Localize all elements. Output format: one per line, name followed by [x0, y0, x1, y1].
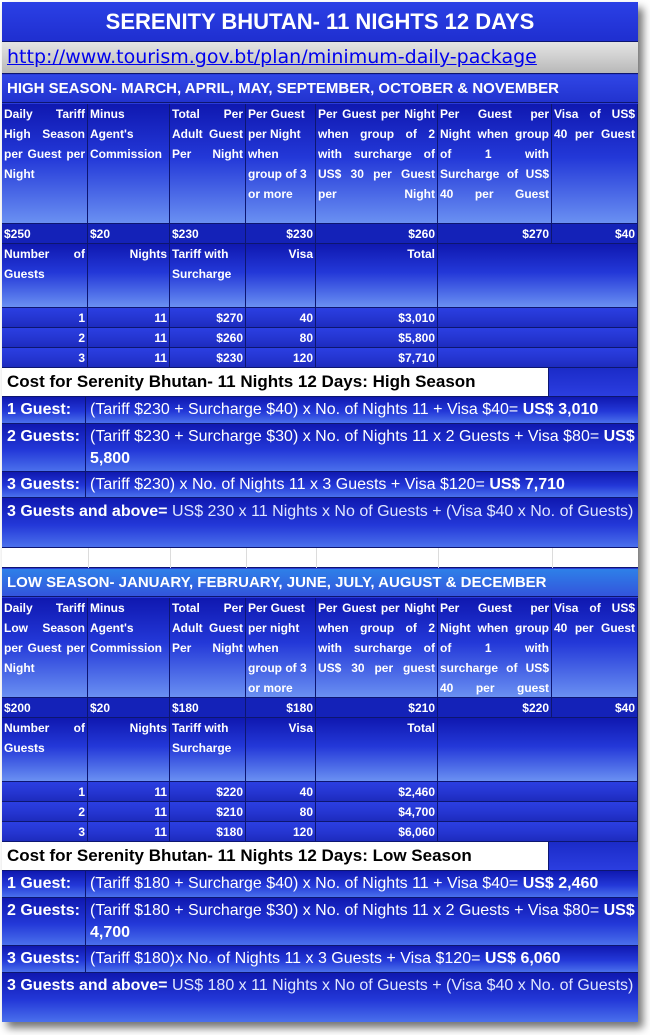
guests-count: 3	[2, 822, 88, 842]
cost-line-above	[2, 498, 638, 548]
visa: 80	[246, 328, 316, 348]
empty-cell	[438, 348, 638, 368]
nights: 11	[88, 822, 170, 842]
tariff-surcharge: $270	[170, 308, 246, 328]
tourism-link[interactable]: http://www.tourism.gov.bt/plan/minimum-daily-package	[7, 46, 537, 68]
cost-line-text: (Tariff $230) x No. of Nights 11 x 3 Guests + Visa $120=	[90, 476, 490, 493]
cost-line-total: US$ 4,700	[90, 902, 635, 941]
total: $3,010	[316, 308, 438, 328]
empty-cell	[438, 244, 638, 308]
guest-header: Total	[316, 244, 438, 308]
table-row	[2, 822, 638, 842]
cost-line	[2, 946, 638, 973]
tariff-value: $260	[316, 224, 438, 244]
cost-line-text: (Tariff $180 + Surcharge $30) x No. of Nights 11 x 2 Guests + Visa $80=	[90, 902, 604, 919]
low-season-heading: LOW SEASON- JANUARY, FEBRUARY, JUNE, JULY, AUGUST & DECEMBER	[2, 569, 638, 597]
tariff-surcharge: $210	[170, 802, 246, 822]
low-tariff-header: Minus Agent's Commission	[88, 598, 170, 698]
visa: 120	[246, 822, 316, 842]
guest-header: Tariff with Surcharge	[170, 244, 246, 308]
low-guest-header-row	[2, 718, 638, 782]
guest-header: Number of Guests	[2, 718, 88, 782]
guests-count: 2	[2, 328, 88, 348]
tariff-value: $40	[552, 224, 638, 244]
tariff-value: $210	[316, 698, 438, 718]
empty-cell	[438, 328, 638, 348]
total: $7,710	[316, 348, 438, 368]
tariff-surcharge: $260	[170, 328, 246, 348]
tariff-surcharge: $230	[170, 348, 246, 368]
cost-line-label: 1 Guest:	[2, 871, 86, 897]
visa: 80	[246, 802, 316, 822]
cost-line-text: (Tariff $230 + Surcharge $30) x No. of Nights 11 x 2 Guests + Visa $80=	[90, 428, 604, 445]
tariff-value: $20	[88, 224, 170, 244]
low-tariff-header: Per Guest per Night when group of 1 with surcharge of US$ 40 per guest	[438, 598, 552, 698]
visa: 40	[246, 782, 316, 802]
cost-line	[2, 424, 638, 472]
low-tariff-value-row	[2, 698, 638, 718]
cost-line	[2, 472, 638, 498]
spacer-row	[2, 548, 638, 568]
high-guest-header-row	[2, 244, 638, 308]
price-sheet	[2, 2, 638, 1022]
tariff-value: $40	[552, 698, 638, 718]
tariff-value: $180	[246, 698, 316, 718]
high-tariff-header: Minus Agent's Commission	[88, 104, 170, 224]
page-title: SERENITY BHUTAN- 11 NIGHTS 12 DAYS	[2, 2, 638, 42]
tariff-value: $250	[2, 224, 88, 244]
visa: 120	[246, 348, 316, 368]
nights: 11	[88, 308, 170, 328]
cost-line-text: US$ 180 x 11 Nights x No of Guests + (Visa $40 x No. of Guests)	[167, 977, 634, 994]
cost-line-label: 2 Guests:	[2, 898, 86, 945]
cost-line-label: 3 Guests:	[2, 946, 86, 972]
high-tariff-header: Visa of US$ 40 per Guest	[552, 104, 638, 224]
empty-cell	[438, 802, 638, 822]
table-row	[2, 308, 638, 328]
tariff-surcharge: $180	[170, 822, 246, 842]
high-season-heading: HIGH SEASON- MARCH, APRIL, MAY, SEPTEMBER, OCTOBER & NOVEMBER	[2, 75, 638, 103]
guest-header: Visa	[246, 718, 316, 782]
high-cost-heading-row	[2, 368, 638, 397]
nights: 11	[88, 782, 170, 802]
high-tariff-value-row	[2, 224, 638, 244]
cost-line	[2, 397, 638, 424]
guest-header: Number of Guests	[2, 244, 88, 308]
guests-count: 2	[2, 802, 88, 822]
empty-cell	[438, 308, 638, 328]
cost-line	[2, 871, 638, 898]
cost-line-label: 3 Guests:	[2, 472, 86, 497]
high-tariff-header: Total Per Adult Guest Per Night	[170, 104, 246, 224]
high-tariff-header: Per Guest per Night when group of 2 with surcharge of US$ 30 per Guest per Night	[316, 104, 438, 224]
low-cost-heading-row	[2, 842, 638, 871]
low-tariff-header: Total Per Adult Guest Per Night	[170, 598, 246, 698]
total: $6,060	[316, 822, 438, 842]
low-cost-heading: Cost for Serenity Bhutan- 11 Nights 12 Days: Low Season	[2, 842, 549, 870]
guest-header: Nights	[88, 718, 170, 782]
guest-header: Nights	[88, 244, 170, 308]
cost-line-total: US$ 6,060	[484, 950, 561, 967]
guests-count: 1	[2, 782, 88, 802]
url-bar	[2, 42, 638, 74]
table-row	[2, 802, 638, 822]
cost-line	[2, 898, 638, 946]
tariff-surcharge: $220	[170, 782, 246, 802]
low-tariff-header: Per Guest per Night when group of 2 with surcharge of US$ 30 per guest	[316, 598, 438, 698]
guest-header: Tariff with Surcharge	[170, 718, 246, 782]
tariff-value: $220	[438, 698, 552, 718]
low-tariff-header: Per Guest per night when group of 3 or more	[246, 598, 316, 698]
tariff-value: $200	[2, 698, 88, 718]
table-row	[2, 328, 638, 348]
total: $2,460	[316, 782, 438, 802]
tariff-value: $230	[246, 224, 316, 244]
cost-line-total: US$ 2,460	[522, 875, 599, 892]
cost-line-label: 3 Guests and above=	[7, 503, 168, 520]
tariff-value: $180	[170, 698, 246, 718]
nights: 11	[88, 802, 170, 822]
cost-line-text: (Tariff $180 + Surcharge $40) x No. of Nights 11 + Visa $40=	[90, 875, 523, 892]
low-tariff-header-row	[2, 598, 638, 698]
cost-line-above	[2, 973, 638, 1022]
total: $5,800	[316, 328, 438, 348]
cost-line-text: US$ 230 x 11 Nights x No of Guests + (Visa $40 x No. of Guests)	[167, 503, 634, 520]
nights: 11	[88, 328, 170, 348]
cost-line-text: (Tariff $230 + Surcharge $40) x No. of Nights 11 + Visa $40=	[90, 401, 523, 418]
high-tariff-header: Per Guest per Night when group of 1 with Surcharge of US$ 40 per Guest	[438, 104, 552, 224]
cost-line-label: 2 Guests:	[2, 424, 86, 471]
low-tariff-header: Visa of US$ 40 per Guest	[552, 598, 638, 698]
guests-count: 3	[2, 348, 88, 368]
cost-line-label: 3 Guests and above=	[7, 977, 168, 994]
guests-count: 1	[2, 308, 88, 328]
empty-cell	[438, 782, 638, 802]
table-row	[2, 782, 638, 802]
cost-line-total: US$ 3,010	[522, 401, 599, 418]
high-tariff-header: Daily Tariff High Season per Guest per Night	[2, 104, 88, 224]
table-row	[2, 348, 638, 368]
high-cost-heading: Cost for Serenity Bhutan- 11 Nights 12 Days: High Season	[2, 368, 549, 396]
visa: 40	[246, 308, 316, 328]
guest-header: Total	[316, 718, 438, 782]
cost-line-total: US$ 5,800	[90, 428, 635, 467]
total: $4,700	[316, 802, 438, 822]
empty-cell	[438, 822, 638, 842]
tariff-value: $20	[88, 698, 170, 718]
high-tariff-header-row	[2, 104, 638, 224]
low-tariff-header: Daily Tariff Low Season per Guest per Night	[2, 598, 88, 698]
tariff-value: $230	[170, 224, 246, 244]
cost-line-text: (Tariff $180)x No. of Nights 11 x 3 Guests + Visa $120=	[90, 950, 485, 967]
empty-cell	[438, 718, 638, 782]
high-tariff-header: Per Guest per Night when group of 3 or more	[246, 104, 316, 224]
guest-header: Visa	[246, 244, 316, 308]
tariff-value: $270	[438, 224, 552, 244]
nights: 11	[88, 348, 170, 368]
cost-line-total: US$ 7,710	[489, 476, 565, 493]
cost-line-label: 1 Guest:	[2, 397, 86, 423]
